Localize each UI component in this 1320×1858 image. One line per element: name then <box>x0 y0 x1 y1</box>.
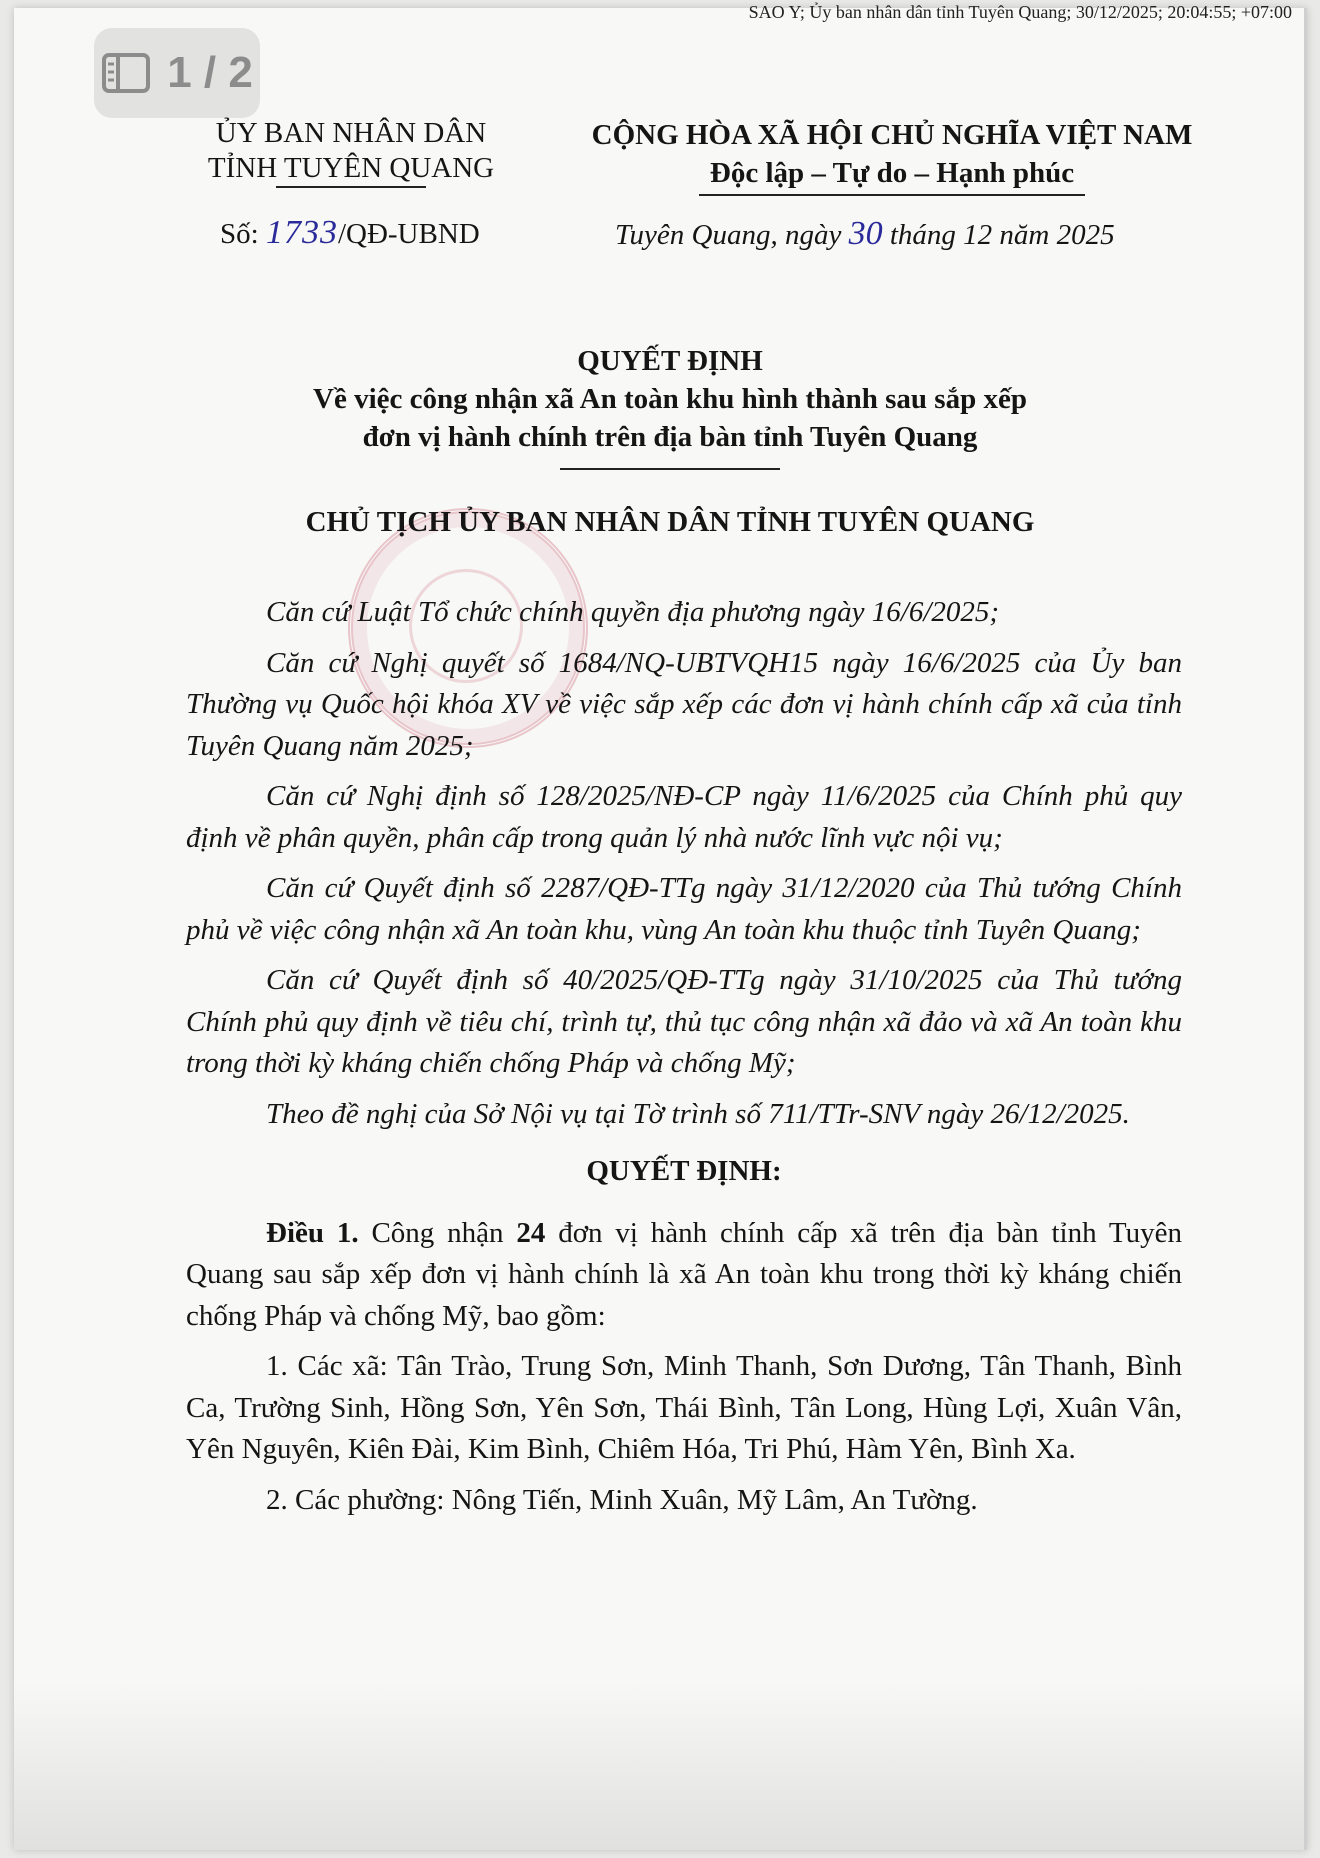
motto-underline <box>699 194 1085 196</box>
article-1-item-1: 1. Các xã: Tân Trào, Trung Sơn, Minh Thanh, Sơn Dương, Tân Thanh, Bình Ca, Trường Sinh, Hồng Sơn, Yên Sơn, Thái Bình, Tân Long, Hùng Lợi, Xuân Vân, Yên Nguyên, Kiên Đài, Kim Bình, Chiêm Hóa, Tri Phú, Hàm Yên, Bình Xa. <box>186 1350 1182 1465</box>
title-sub1: Về việc công nhận xã An toàn khu hình thành sau sắp xếp <box>313 383 1027 415</box>
basis-4: Căn cứ Quyết định số 2287/QĐ-TTg ngày 31/12/2020 của Thủ tướng Chính phủ về việc công nhận xã An toàn khu, vùng An toàn khu thuộc tỉnh Tuyên Quang; <box>186 872 1182 946</box>
article-1-label: Điều 1. <box>266 1216 359 1249</box>
sidebar-toggle-icon[interactable] <box>101 52 151 94</box>
handwritten-number: 1733 <box>265 214 338 251</box>
title-sub2: đơn vị hành chính trên địa bàn tỉnh Tuyên Quang <box>362 421 978 453</box>
article-1-text-b: đơn vị hành chính cấp xã trên địa bàn tỉnh Tuyên Quang sau sắp xếp đơn vị hành chính là xã An toàn khu trong thời kỳ kháng chiến chống Pháp và chống Mỹ, bao gồm: <box>186 1216 1183 1332</box>
handwritten-day: 30 <box>848 215 883 252</box>
basis-3: Căn cứ Nghị định số 128/2025/NĐ-CP ngày 11/6/2025 của Chính phủ quy định về phân quyền, phân cấp trong quản lý nhà nước lĩnh vực nội vụ; <box>186 780 1182 854</box>
decision-title <box>180 342 1160 470</box>
article-1-item-2: 2. Các phường: Nông Tiến, Minh Xuân, Mỹ Lâm, An Tường. <box>266 1483 978 1516</box>
basis-6: Theo đề nghị của Sở Nội vụ tại Tờ trình số 711/TTr-SNV ngày 26/12/2025. <box>266 1097 1130 1130</box>
national-header <box>572 116 1212 196</box>
agency-line1: ỦY BAN NHÂN DÂN <box>215 117 487 149</box>
date-suffix: tháng 12 năm 2025 <box>882 219 1115 251</box>
basis-1: Căn cứ Luật Tổ chức chính quyền địa phương ngày 16/6/2025; <box>266 596 1000 628</box>
issuing-authority: CHỦ TỊCH ỦY BAN NHÂN DÂN TỈNH TUYÊN QUANG <box>305 506 1035 538</box>
title-heading: QUYẾT ĐỊNH <box>577 345 763 377</box>
agency-header <box>176 116 526 188</box>
basis-2: Căn cứ Nghị quyết số 1684/NQ-UBTVQH15 ngày 16/6/2025 của Ủy ban Thường vụ Quốc hội khóa XV về việc sắp xếp các đơn vị hành chính cấp xã của tỉnh Tuyên Quang năm 2025; <box>186 646 1182 762</box>
article-1-text-a: Công nhận <box>358 1216 517 1249</box>
document-number <box>220 214 480 252</box>
basis-5: Căn cứ Quyết định số 40/2025/QĐ-TTg ngày 31/10/2025 của Thủ tướng Chính phủ quy định về tiêu chí, trình tự, thủ tục công nhận xã đảo và xã An toàn khu trong thời kỳ kháng chiến chống Pháp và chống Mỹ; <box>186 964 1182 1079</box>
legal-bases <box>186 592 1182 1135</box>
document-body <box>186 592 1182 1530</box>
number-suffix: /QĐ-UBND <box>337 218 480 250</box>
agency-underline <box>276 186 426 188</box>
title-underline <box>560 468 780 470</box>
decide-heading: QUYẾT ĐỊNH: <box>586 1155 782 1187</box>
agency-line2: TỈNH TUYÊN QUANG <box>207 152 495 184</box>
number-prefix: Số: <box>220 218 266 250</box>
page-number-label: 1 / 2 <box>167 48 253 97</box>
article-1 <box>186 1213 1182 1338</box>
issue-date <box>615 215 1115 253</box>
article-1-count: 24 <box>516 1216 546 1249</box>
copy-certification-note: SAO Y; Ủy ban nhân dân tỉnh Tuyên Quang; 30/12/2025; 20:04:55; +07:00 <box>748 2 1292 22</box>
nation-line1: CỘNG HÒA XÃ HỘI CHỦ NGHĨA VIỆT NAM <box>591 119 1193 151</box>
nation-motto: Độc lập – Tự do – Hạnh phúc <box>709 157 1075 189</box>
page-indicator[interactable] <box>94 28 260 118</box>
date-prefix: Tuyên Quang, ngày <box>615 219 849 251</box>
